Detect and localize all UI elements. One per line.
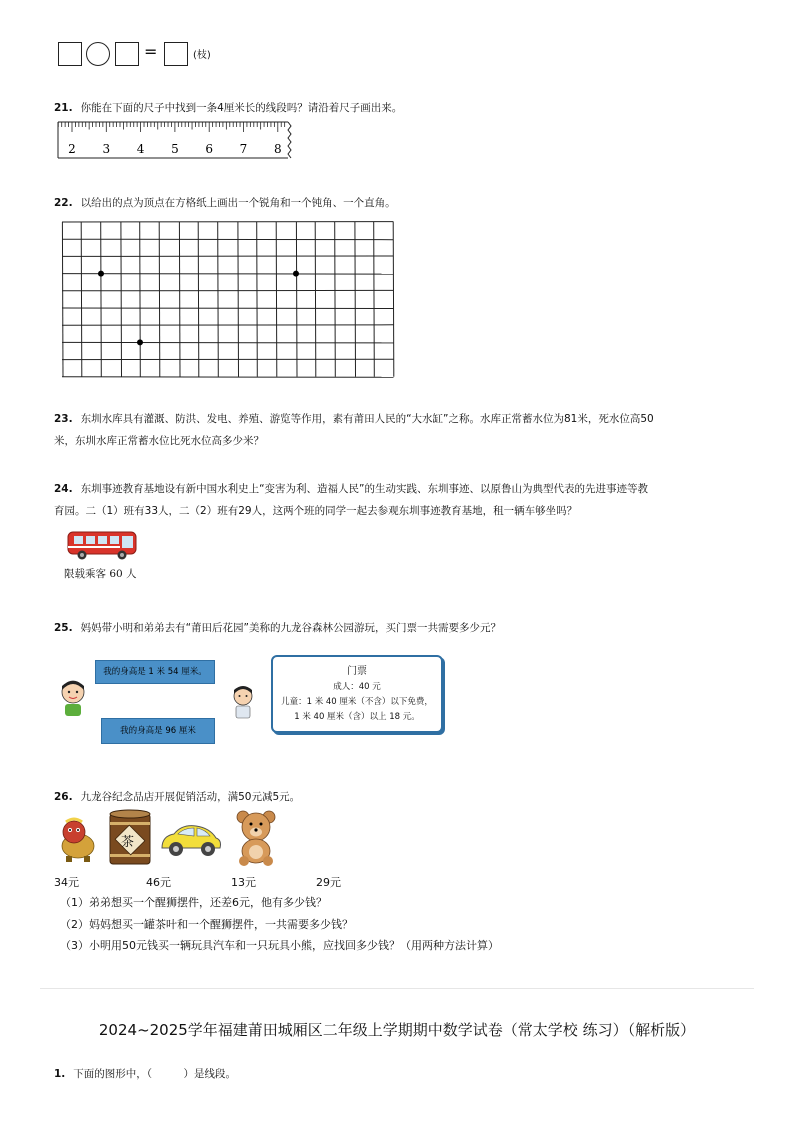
grid-line-vertical bbox=[257, 222, 258, 377]
ruler-label: 6 bbox=[205, 142, 214, 156]
grid-line-vertical bbox=[218, 222, 219, 377]
sub-question-2: （2）妈妈想买一罐茶叶和一个醒狮摆件，一共需要多少钱？ bbox=[60, 918, 353, 931]
question-text: 你能在下面的尺子中找到一条4厘米长的线段吗？请沿着尺子画出来。 bbox=[80, 102, 403, 114]
question-text: 东圳水库具有灌溉、防洪、发电、养殖、游览等作用，素有莆田人民的“大水缸”之称。水库正常蓄水位为81米，死水位高50 bbox=[80, 413, 654, 425]
answer-box-result[interactable] bbox=[164, 42, 188, 66]
ticket-title: 门票 bbox=[347, 666, 367, 677]
question-number: 25. bbox=[54, 622, 73, 634]
answer-box-2[interactable] bbox=[115, 42, 139, 66]
answer-box-1[interactable] bbox=[58, 42, 82, 66]
price-car: 13元 bbox=[231, 876, 256, 889]
question-text: 下面的图形中，（ ）是线段。 bbox=[73, 1068, 237, 1080]
grid-line-vertical bbox=[101, 222, 102, 377]
price-bear: 29元 bbox=[316, 876, 341, 889]
grid-line-vertical bbox=[81, 222, 82, 377]
grid-line-vertical bbox=[335, 222, 336, 377]
teddy-bear-icon bbox=[232, 808, 280, 866]
question-22 bbox=[54, 192, 396, 214]
vertex-point[interactable] bbox=[293, 271, 299, 277]
speech-bubble-xiaoming: 我的身高是 96 厘米 bbox=[101, 718, 215, 744]
boy-avatar-icon bbox=[58, 678, 88, 718]
grid-line-vertical bbox=[315, 222, 316, 377]
grid-line-horizontal bbox=[62, 239, 394, 240]
question-line-1 bbox=[54, 408, 754, 430]
ruler-label: 5 bbox=[171, 142, 179, 156]
question-number: 1. bbox=[54, 1068, 66, 1080]
ruler-label: 8 bbox=[273, 142, 282, 156]
grid-line-vertical bbox=[393, 222, 394, 377]
question-line-1 bbox=[54, 478, 754, 500]
question-line-2: 育园。二（1）班有33人，二（2）班有29人，这两个班的同学一起去参观东圳事迹教育基地，租一辆车够坐吗？ bbox=[54, 505, 578, 517]
grid-line-vertical bbox=[121, 222, 122, 377]
question-25 bbox=[54, 617, 501, 639]
speech-bubble-brother: 我的身高是 1 米 54 厘米。 bbox=[95, 660, 215, 684]
grid-line-vertical bbox=[238, 222, 239, 377]
toy-car-icon bbox=[158, 820, 224, 860]
grid-line-vertical bbox=[276, 222, 277, 377]
operator-circle[interactable] bbox=[86, 42, 110, 66]
question-24 bbox=[54, 478, 754, 522]
tea-label: 茶 bbox=[121, 835, 135, 850]
question-number: 23. bbox=[54, 413, 73, 425]
ruler-label: 2 bbox=[68, 142, 76, 156]
grid-paper[interactable] bbox=[60, 220, 400, 380]
price-lion: 34元 bbox=[54, 876, 79, 889]
sub-question-1: （1）弟弟想买一个醒狮摆件，还差6元，他有多少钱？ bbox=[60, 896, 327, 909]
question-26 bbox=[54, 786, 300, 808]
grid-line-vertical bbox=[140, 222, 141, 377]
grid-line-horizontal bbox=[62, 308, 394, 309]
grid-line-horizontal bbox=[62, 274, 394, 275]
ruler-label: 4 bbox=[136, 142, 145, 156]
grid-line-vertical bbox=[296, 222, 297, 377]
question-number: 22. bbox=[54, 197, 73, 209]
question-number: 24. bbox=[54, 483, 73, 495]
girl-avatar-icon bbox=[229, 684, 257, 720]
question-text: 妈妈带小明和弟弟去有“莆田后花园”美称的九龙谷森林公园游玩，买门票一共需要多少元？ bbox=[80, 622, 501, 634]
ticket-adult: 成人：40 元 bbox=[333, 682, 381, 692]
grid-line-vertical bbox=[159, 222, 160, 377]
ticket-child-free: 儿童：1 米 40 厘米（不含）以下免费， bbox=[281, 697, 433, 707]
grid-line-vertical bbox=[374, 222, 375, 377]
question-1 bbox=[54, 1063, 236, 1085]
question-text: 东圳事迹教育基地设有新中国水利史上“变害为利、造福人民”的生动实践、东圳事迹、以原鲁山为典型代表的先进事迹等教 bbox=[80, 483, 648, 495]
question-text: 以给出的点为顶点在方格纸上画出一个锐角和一个钝角、一个直角。 bbox=[80, 197, 396, 209]
grid-line-vertical bbox=[198, 222, 199, 377]
answer-section-title: 2024~2025学年福建莆田城厢区二年级上学期期中数学试卷（常太学校 练习）（解析版） bbox=[98, 1021, 696, 1039]
question-21 bbox=[54, 97, 402, 119]
equals-sign: = bbox=[144, 42, 158, 61]
grid-line-horizontal bbox=[62, 342, 394, 343]
question-line-2: 米，东圳水库正常蓄水位比死水位高多少米？ bbox=[54, 435, 264, 447]
section-divider bbox=[40, 988, 754, 989]
ruler[interactable] bbox=[56, 118, 296, 163]
bus-icon bbox=[66, 530, 138, 562]
unit-label: (枝) bbox=[193, 50, 211, 61]
ruler-label: 7 bbox=[239, 142, 248, 156]
price-tea: 46元 bbox=[146, 876, 171, 889]
bus-caption: 限载乘客 60 人 bbox=[64, 568, 137, 580]
ruler-label: 3 bbox=[102, 142, 111, 156]
grid-line-horizontal bbox=[62, 377, 394, 378]
question-number: 21. bbox=[54, 102, 73, 114]
ticket-price-card bbox=[271, 655, 443, 733]
vertex-point[interactable] bbox=[98, 271, 104, 277]
question-text: 九龙谷纪念品店开展促销活动，满50元减5元。 bbox=[80, 791, 301, 803]
vertex-point[interactable] bbox=[137, 339, 143, 345]
lion-figure-icon bbox=[56, 814, 100, 864]
sub-question-3: （3）小明用50元钱买一辆玩具汽车和一只玩具小熊，应找回多少钱？（用两种方法计算） bbox=[60, 939, 499, 952]
question-number: 26. bbox=[54, 791, 73, 803]
grid-line-vertical bbox=[355, 222, 356, 377]
grid-line-vertical bbox=[62, 222, 63, 377]
question-23 bbox=[54, 408, 754, 452]
ticket-child-paid: 1 米 40 厘米（含）以上 18 元。 bbox=[294, 712, 420, 722]
ruler-break-edge bbox=[288, 122, 291, 158]
grid-line-vertical bbox=[179, 222, 180, 377]
